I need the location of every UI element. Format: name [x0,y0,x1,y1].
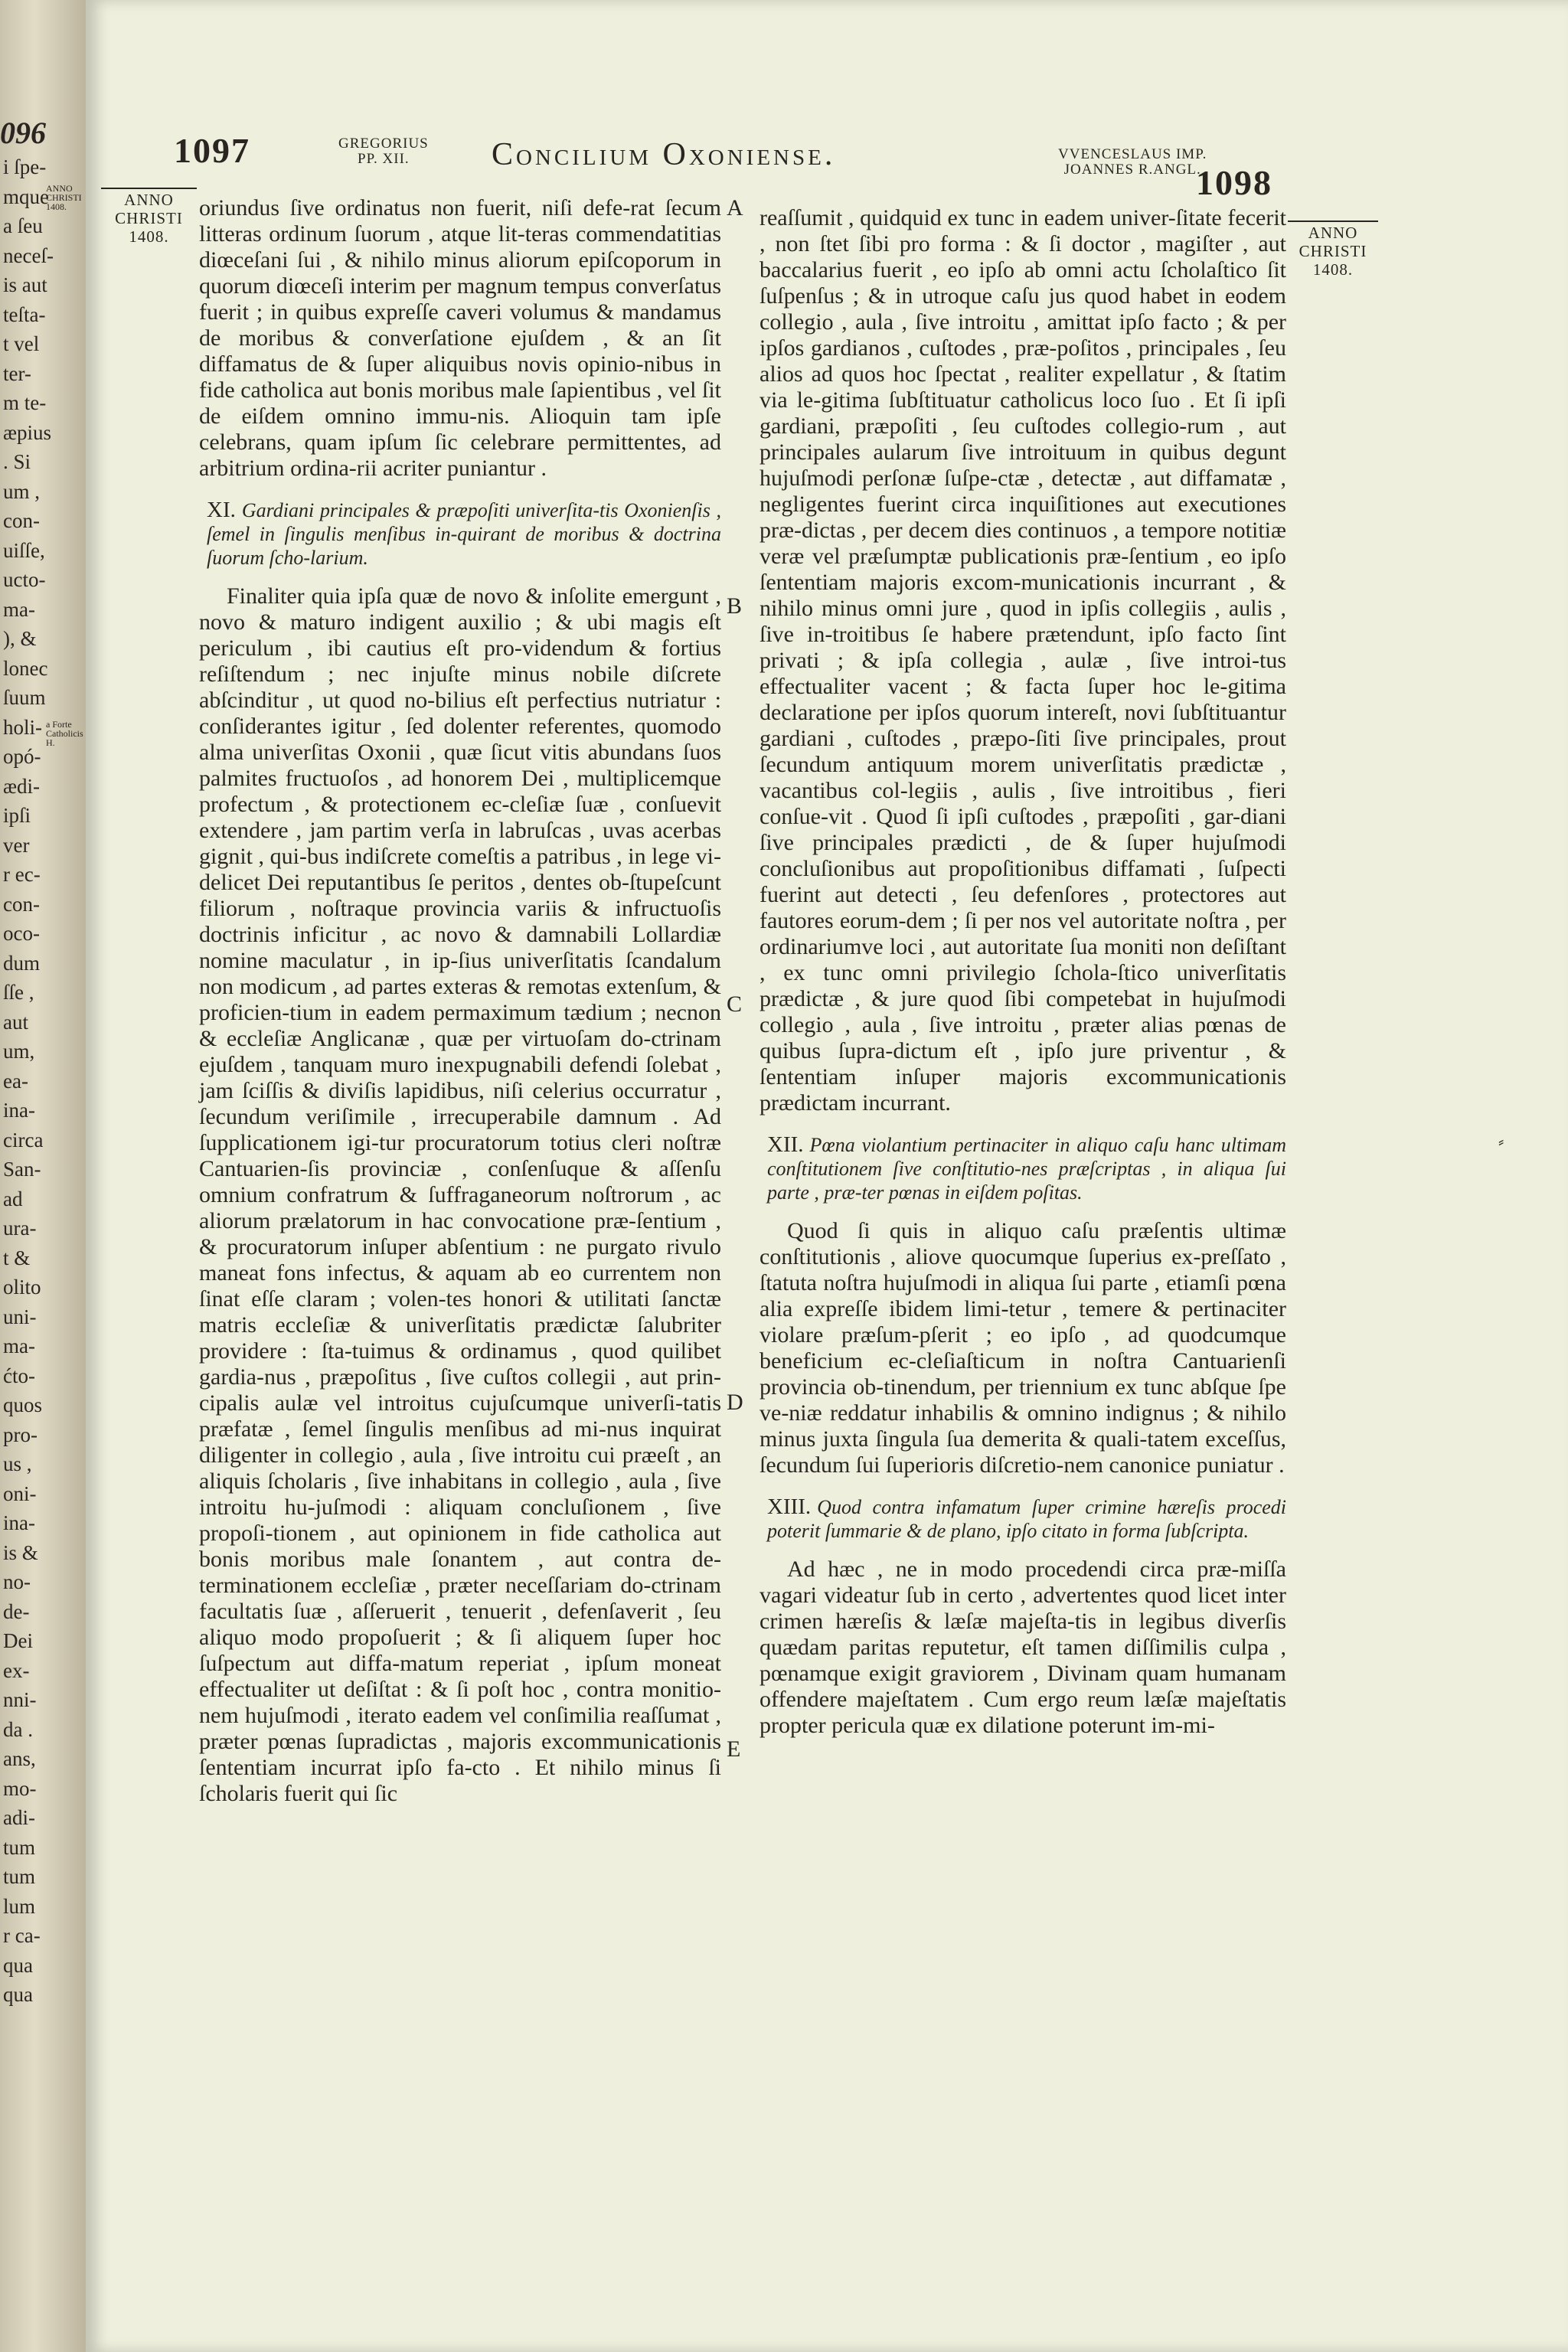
chapter-title: Quod contra infamatum ſuper crimine hæreſis procedi poterit ſummarie & de plano, ipſo citato in forma ſubſcripta. [767,1496,1286,1542]
section-letter-c: C [727,991,743,1017]
section-letter-b: B [727,593,743,619]
previous-page-fragment: San- [3,1158,41,1181]
running-head-line: JOANNES R.ANGL. [1063,161,1201,178]
paragraph: Quod ſi quis in aliquo caſu præſentis ultimæ conſtitutionis , aliove quocumque ſuperius ex-preſſato , ſtatuta noſtra hujuſmodi in aliqua ſui parte , etiamſi pœna alia expreſſe ibidem limi-tetur , temere & pertinaciter violare præſum-pſerit ; eo ipſo , ad quodcumque beneficium ec-cleſiaſticum in noſtra Cantuarienſi provincia ob-tinendum, per triennium ex tunc abſque ſpe ve-niæ reddatur inhabilis & omnino indignus ; & nihilo minus juxta ſingula ſua demerita & quali-tatem exceſſus, ſecundum ſui ſuperioris diſcretio-nem canonice puniatur . [760,1218,1286,1478]
chapter-title: Gardiani principales & præpoſiti univerſita-tis Oxonienſis , ſemel in ſingulis menſibus in-quirant de moribus & doctrina ſuorum ſcho-larium. [207,499,721,569]
previous-page-margin-note: ANNO CHRISTI 1408. [46,183,82,212]
previous-page-fragment: is aut [3,273,47,296]
previous-page-fragment: ædi- [3,774,41,798]
previous-page-fragment: da . [3,1717,33,1741]
paragraph: Ad hæc , ne in modo procedendi circa præ-miſſa vagari videatur ſub in certo , advertentes quod licet inter crimen hæreſis & læſæ majeſta-tis in legibus diverſis quædam paritas reputetur, eſt tamen diſſimilis culpa , pœnamque exigit graviorem , Divinam quam humanam offendere majeſtatem . Cum ergo reum læſæ majeſtatis propter pericula quæ ex dilatione poterunt im-mi- [760,1557,1286,1738]
previous-page-fragment: is & [3,1540,38,1564]
previous-page-fragment: m te- [3,391,47,414]
previous-page-fragment: Dei [3,1629,33,1652]
previous-page-fragment: ea- [3,1069,28,1093]
previous-page-fragment: ter- [3,361,31,385]
previous-page-fragment: ver [3,833,30,857]
previous-page-fragment: ipſi [3,804,31,827]
previous-page-fragment: ina- [3,1099,35,1122]
margin-anno: ANNO [101,188,197,209]
chapter-number: XIII. [767,1494,812,1519]
left-margin-date [101,188,197,246]
chapter-heading-xiii [760,1495,1286,1543]
previous-page-fragment: con- [3,892,40,916]
page-title: Concilium Oxonienſe. [492,137,836,172]
section-letter-a: A [727,195,743,220]
previous-page-fragment: teſta- [3,302,46,326]
running-head-line: GREGORIUS [338,136,429,152]
previous-page-fragment: ina- [3,1511,35,1534]
paragraph: oriundus ſive ordinatus non fuerit, niſi defe-rat ſecum litteras ordinum ſuorum , atque lit-teras commendatitias diœceſani ſui , & nihilo minus aliorum epiſcoporum in quorum diœceſi interim per magnum tempus converſatus fuerit ; in quibus expreſſe caveri volumus & mandamus de moribus & converſatione ejuſdem , & an ſit diffamatus de & ſuper aliquibus novis opinio-nibus in fide catholica aut bonis moribus male ſapientibus , vel ſit de eiſdem omnino immu-nis. Alioquin tam ipſe celebrans, quam ipſum ſic celebrare permittentes, ad arbitrium ordina-rii acriter puniantur . [199,195,721,481]
previous-page-fragment: con- [3,509,40,532]
margin-year: 1408. [1312,260,1354,279]
previous-page-fragment: . Si [3,450,31,473]
previous-page-fragment: r ec- [3,863,41,886]
running-head-line: VVENCESLAUS IMP. [1058,146,1207,162]
margin-mark: ⸗ [1498,1132,1504,1151]
previous-page-fragment: ura- [3,1217,37,1240]
previous-page-fragment: circa [3,1128,44,1152]
previous-page-margin-note: a Forte Catholicis H. [46,719,83,748]
left-running-head [338,136,429,167]
previous-page-fragment: ex- [3,1658,30,1682]
previous-page-fragment: r ca- [3,1924,41,1947]
chapter-heading-xii [760,1133,1286,1204]
page [86,0,1568,2352]
margin-anno: ANNO [1288,220,1378,242]
previous-page-fragment: opó- [3,745,41,768]
left-column [199,195,721,1816]
previous-page-fragment: um , [3,479,41,503]
previous-page-fragment: aut [3,1010,28,1034]
previous-page-fragment: lum [3,1894,36,1918]
previous-page-fragment: mque [3,185,49,208]
previous-page-fragment: uni- [3,1305,37,1328]
previous-page-fragment: ), & [3,627,37,650]
previous-page-fragment: uiſſe, [3,538,45,562]
previous-page-fragment: ans, [3,1747,36,1770]
previous-page-fragment: i ſpe- [3,155,47,178]
paragraph: reaſſumit , quidquid ex tunc in eadem univer-ſitate fecerit , non ſtet ſibi pro forma : & ſi doctor , magiſter , aut baccalarius fuerit , eo ipſo ab omni actu ſcholaſtico ſit ſuſpenſus ; & in utroque caſu jus quod habet in eodem collegio , aula , ſive introitu , amittat ipſo facto ; & per ipſos gardianos , cuſtodes , præ-poſitos , principales , ſeu alios ad quos hoc ſpectat , realiter expellatur , & ſtatim via le-gitima ſubſtituatur catholicus loco ſuo . Et ſi ipſi gardiani, præpoſiti , ſeu cuſtodes collegio-rum , aut principales aularum ſive introituum in quibus degunt hujuſmodi perſonæ ſuſpe-ctæ , detectæ , aut diffamatæ , negligentes fuerint circa inquiſitiones aut executiones præ-dictas , per decem dies continuos , a tempore notitiæ veræ vel præſumptæ publicationis præ-ſentium , eo ipſo ſententiam majoris excom-municationis incurrant , & nihilo minus omni jure , quod in ipſis collegiis , aulis , ſive in-troitibus ſe habere prætendunt, ipſo facto ſint privati ; & ipſa collegia , aulæ , ſive introi-tus effectualiter vacent ; & facta ſuper hoc le-gitima declaratione per ipſos quorum intereſt, novi ſubſtituantur gardiani , cuſtodes , præpo-ſiti ſive principales, prout ſecundum antiquum morem univerſitatis prædictæ , vacantibus col-legiis , aulis , ſive introitibus , fieri conſue-vit . Quod ſi ipſi cuſtodes , præpoſiti , gar-diani ſive principales prædicti , de & ſuper hujuſmodi concluſionibus aut propoſitionibus diffamati , ſuſpecti fuerint aut detecti , ſeu defenſores , protectores aut fautores eorum-dem ; ſi per nos vel autoritate noſtra , per ordinariumve loci , aut autoritate ſua moniti non deſiſtant , ex tunc omni privilegio ſchola-ſtico univerſitatis prædictæ , & jure quod ſibi competebat in hujuſmodi collegio , aula , ſive introitu , præter alias pœnas de quibus ſupra-dictum eſt , ipſo jure priventur , & ſententiam inſuper majoris excommunicationis prædictam incurrant. [760,205,1286,1116]
previous-page-fragment: a ſeu [3,214,43,237]
previous-page-fragment: ćto- [3,1364,35,1387]
previous-page-fragment: tum [3,1865,36,1888]
previous-page-fragment: de- [3,1599,30,1623]
previous-page-fragment: neceſ- [3,243,54,267]
previous-page-fragment: ma- [3,597,35,621]
right-running-head [1058,147,1207,178]
right-column [760,205,1286,1748]
previous-page-fragment: holi- [3,715,42,739]
running-head-line: PP. XII. [358,150,410,167]
previous-page-fragment: dum [3,951,41,975]
previous-page-fragment: quos [3,1393,43,1416]
previous-page-fragment: mo- [3,1776,37,1800]
previous-page-fragment: qua [3,1983,33,2006]
section-letter-d: D [727,1390,743,1415]
previous-page-fragment: oco- [3,922,40,945]
previous-page-fragment: olito [3,1276,41,1298]
previous-page-fragment: oni- [3,1481,37,1505]
previous-page-fragment: æpius [3,420,52,444]
margin-christi: CHRISTI [1298,242,1367,261]
previous-page-fragment: pro- [3,1423,38,1446]
paragraph: Finaliter quia ipſa quæ de novo & inſolite emergunt , novo & maturo indigent auxilio ; & ubi magis eſt periculum , ibi cautius eſt pro-videndum & fortius reſiſtendum ; nec injuſte minus nobile diſcrete abſcinditur , ut quod no-bilius eſt perfectius nutriatur : conſiderantes igitur , ſed dolenter referentes, quomodo alma univerſitas Oxonii , quæ ſicut vitis abundans ſuos palmites fructuoſos , ad honorem Dei , multiplicemque profectum , & protectionem ec-cleſiæ ſuæ , conſuevit extendere , jam partim verſa in labruſcas , uvas acerbas gignit , qui-bus indiſcrete comeſtis a patribus , in lege vi-delicet Dei reputantibus ſe peritos , dentes ob-ſtupeſcunt filiorum , noſtraque provincia variis & infructuoſis doctrinis inficitur , ac novo & damnabili Lollardiæ nomine maculatur , in ip-ſius univerſitatis ſcandalum non modicum , ad partes exteras & remotas extenſum, & proficien-tium in eadem permaximum tædium ; necnon & eccleſiæ Anglicanæ , quæ per virtuoſam do-ctrinam ejuſdem , tanquam muro inexpugnabili defendi ſolebat , jam ſciſſis & diviſis lapidibus, niſi celerius occurratur , ſecundum veriſimile , irrecuperabile damnum . Ad ſupplicationem igi-tur procuratorum totius cleri noſtræ Cantuarien-ſis provinciæ , conſenſuque & aſſenſu omnium confratrum & ſuffraganeorum noſtrorum , ac aliorum prælatorum in hac convocatione præ-ſentium , & procuratorum inſuper abſentium : ne purgato rivulo maneat fons infectus, & aquam ab eo currentem non ſinat eſſe claram ; volen-tes honori & utilitati ſanctæ matris eccleſiæ & univerſitatis prædictæ ſalubriter providere : ſta-tuimus & ordinamus , quod quilibet gardia-nus , præpoſitus , ſive cuſtos collegii , aut prin-cipalis aulæ vel introitus cujuſcumque univerſi-tatis præfatæ , ſemel ſingulis menſibus ad mi-nus inquirat diligenter in collegio , aula , ſive introitu cui præeſt , an aliquis ſcholaris , ſive inhabitans in collegio , aula , ſive introitu hu-juſmodi : aliquam concluſionem , ſive propoſi-tionem , aut opinionem in fide catholica aut bonis moribus male ſonantem , aut contra de-terminationem eccleſiæ , præter neceſſariam do-ctrinam facultatis ſuæ , aſſeruerit , tenuerit , defenſaverit , ſeu aliquo modo propoſuerit ; & ſi aliquem ſuper hoc ſuſpectum aut diffa-matum reperiat , ipſum moneat effectualiter ut deſiſtat : & ſi poſt hoc , contra monitio-nem hujuſmodi , iterato eadem vel conſimilia reaſſumat , præter pœnas ſupradictas , majoris excommunicationis ſententiam incurrat ipſo fa-cto . Et nihilo minus ſi ſcholaris fuerit qui ſic [199,583,721,1806]
previous-page-fragment: no- [3,1570,31,1593]
previous-page-fragment: ad [3,1187,23,1210]
previous-page-fragment: ſuum [3,686,46,709]
previous-page-fragment: ucto- [3,568,46,591]
chapter-heading-xi [199,498,721,570]
previous-page-edge [0,0,86,2352]
left-page-number: 1097 [174,131,250,170]
chapter-number: XI. [207,498,236,522]
previous-page-fragment: t vel [3,332,40,355]
previous-page-fragment: ſſe , [3,981,34,1004]
section-letter-e: E [727,1736,741,1762]
previous-page-fragment: t & [3,1246,31,1269]
previous-page-fragment: lonec [3,656,48,680]
right-margin-date [1288,220,1378,279]
previous-page-fragment: qua [3,1953,33,1977]
previous-page-fragment: um, [3,1040,35,1063]
margin-year: 1408. [129,227,169,247]
chapter-title: Pœna violantium pertinaciter in aliquo caſu hanc ultimam conſtitutionem ſive conſtitutio-nes præſcriptas , in aliqua ſui parte , præ-ter pœnas in eiſdem poſitas. [767,1134,1286,1204]
previous-page-fragment: ma- [3,1334,35,1357]
previous-page-fragment: us , [3,1452,32,1475]
previous-page-fragment: tum [3,1835,36,1859]
previous-page-fragment: nni- [3,1688,37,1711]
previous-page-number: 096 [0,116,46,150]
margin-christi: CHRISTI [115,209,183,228]
right-page-number: 1098 [1196,163,1272,202]
chapter-number: XII. [767,1132,804,1157]
previous-page-fragment: adi- [3,1806,35,1829]
